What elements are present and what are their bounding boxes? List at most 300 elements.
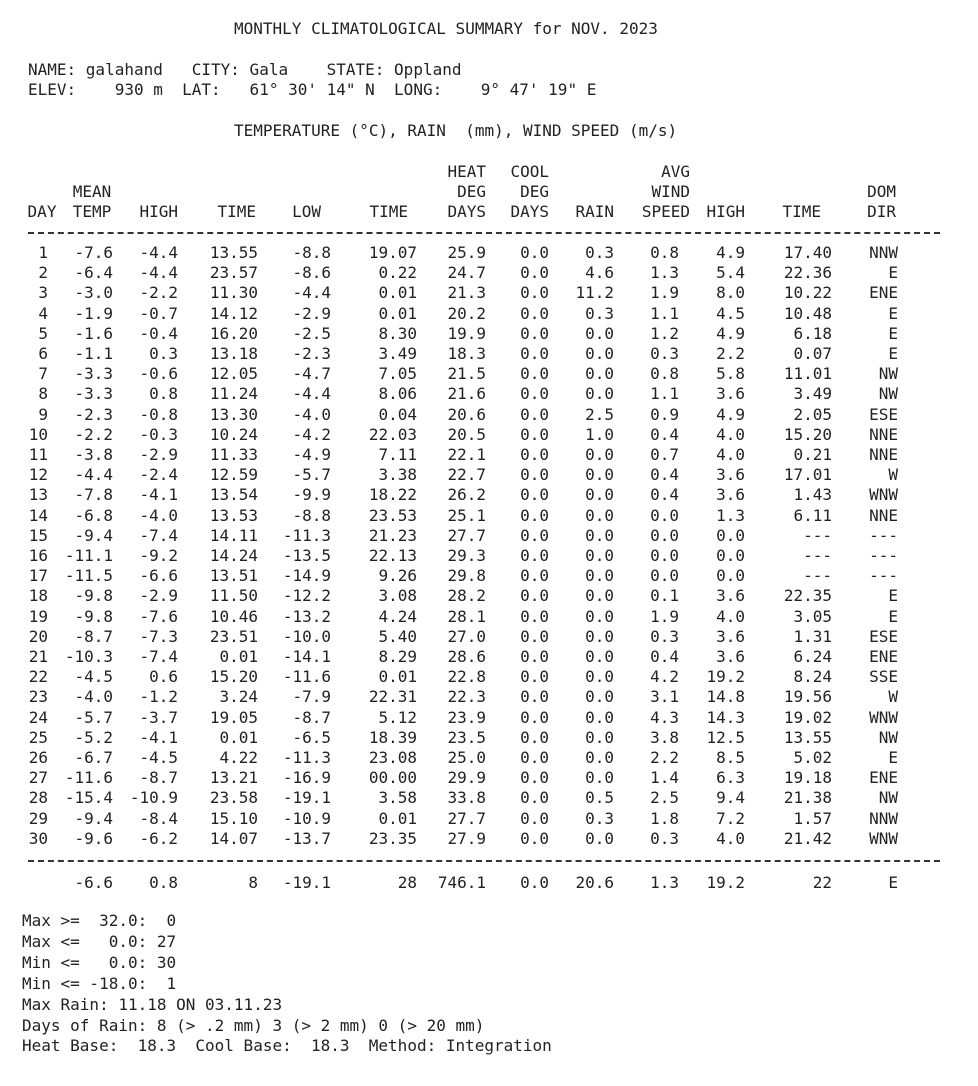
table-cell-wind-high: 4.0	[716, 425, 745, 444]
station-info-line1: NAME: galahand CITY: Gala STATE: Oppland	[28, 60, 462, 79]
table-cell-mean-temp: -7.6	[74, 243, 113, 262]
table-cell-low: -8.6	[292, 263, 331, 282]
table-cell-avg-wind: 4.3	[650, 708, 679, 727]
table-cell-high: -4.5	[139, 748, 178, 767]
table-cell-wind-high: 1.3	[716, 506, 745, 525]
table-cell-dom-dir: ENE	[869, 647, 898, 666]
table-cell-rain: 0.0	[585, 506, 614, 525]
table-cell-rain: 0.0	[585, 344, 614, 363]
table-cell-mean-temp: -9.4	[74, 809, 113, 828]
table-cell-heat-deg: 28.2	[447, 586, 486, 605]
table-cell-cool-deg: 0.0	[520, 304, 549, 323]
units-line: TEMPERATURE (°C), RAIN (mm), WIND SPEED (m/s)	[234, 121, 678, 140]
table-cell-cool-deg: 0.0	[520, 364, 549, 383]
table-cell-avg-wind: 1.9	[650, 607, 679, 626]
table-cell-high: -0.4	[139, 324, 178, 343]
footer-line: Max Rain: 11.18 ON 03.11.23	[22, 994, 283, 1014]
table-cell-dom-dir: E	[888, 586, 898, 605]
table-cell-dom-dir: NW	[878, 364, 898, 383]
table-cell-avg-wind: 1.9	[650, 283, 679, 302]
table-cell-rain: 0.0	[585, 445, 614, 464]
table-cell-rain: 0.0	[585, 607, 614, 626]
table-cell-high-time: 23.58	[209, 788, 258, 807]
table-cell-heat-deg: 27.9	[447, 829, 486, 848]
totals-cell-heat-deg: 746.1	[437, 873, 486, 892]
table-cell-wind-high: 0.0	[716, 566, 745, 585]
table-cell-wind-high: 7.2	[716, 809, 745, 828]
column-header: DIR	[867, 202, 896, 221]
table-cell-wind-high: 12.5	[706, 728, 745, 747]
table-cell-avg-wind: 0.4	[650, 465, 679, 484]
table-cell-avg-wind: 0.7	[650, 445, 679, 464]
table-cell-day: 15	[28, 526, 48, 545]
table-cell-cool-deg: 0.0	[520, 627, 549, 646]
table-cell-dom-dir: ---	[869, 566, 898, 585]
table-cell-day: 12	[28, 465, 48, 484]
table-cell-rain: 0.0	[585, 627, 614, 646]
table-cell-dom-dir: ENE	[869, 768, 898, 787]
table-cell-mean-temp: -4.5	[74, 667, 113, 686]
table-cell-avg-wind: 0.8	[650, 364, 679, 383]
table-cell-cool-deg: 0.0	[520, 465, 549, 484]
table-cell-low-time: 7.11	[378, 445, 417, 464]
table-cell-wind-high: 14.3	[706, 708, 745, 727]
table-cell-wind-high: 8.0	[716, 283, 745, 302]
table-cell-wind-time: 5.02	[793, 748, 832, 767]
table-cell-rain: 0.0	[585, 647, 614, 666]
table-cell-mean-temp: -10.3	[64, 647, 113, 666]
table-cell-rain: 0.0	[585, 384, 614, 403]
table-cell-wind-high: 4.9	[716, 405, 745, 424]
table-cell-heat-deg: 22.8	[447, 667, 486, 686]
table-cell-mean-temp: -5.2	[74, 728, 113, 747]
table-cell-mean-temp: -3.0	[74, 283, 113, 302]
table-cell-high-time: 14.11	[209, 526, 258, 545]
table-cell-low-time: 0.01	[378, 283, 417, 302]
table-cell-mean-temp: -6.7	[74, 748, 113, 767]
table-cell-avg-wind: 0.0	[650, 546, 679, 565]
table-cell-high-time: 15.20	[209, 667, 258, 686]
table-cell-avg-wind: 0.8	[650, 243, 679, 262]
table-cell-mean-temp: -9.6	[74, 829, 113, 848]
table-cell-day: 23	[28, 687, 48, 706]
table-cell-mean-temp: -9.8	[74, 607, 113, 626]
table-cell-cool-deg: 0.0	[520, 485, 549, 504]
column-header: DEG	[520, 182, 549, 201]
table-cell-high-time: 3.24	[219, 687, 258, 706]
table-cell-low-time: 3.08	[378, 586, 417, 605]
table-cell-avg-wind: 0.0	[650, 506, 679, 525]
table-cell-high: -7.3	[139, 627, 178, 646]
table-cell-high-time: 13.18	[209, 344, 258, 363]
table-cell-low: -16.9	[282, 768, 331, 787]
table-cell-cool-deg: 0.0	[520, 506, 549, 525]
table-cell-dom-dir: NNW	[869, 243, 898, 262]
table-cell-low: -2.3	[292, 344, 331, 363]
table-cell-high: -2.2	[139, 283, 178, 302]
table-cell-dom-dir: ---	[869, 526, 898, 545]
table-cell-high: 0.6	[149, 667, 178, 686]
table-cell-heat-deg: 29.9	[447, 768, 486, 787]
table-cell-dom-dir: NNW	[869, 809, 898, 828]
table-cell-mean-temp: -3.3	[74, 384, 113, 403]
table-cell-high-time: 10.46	[209, 607, 258, 626]
table-cell-dom-dir: E	[888, 324, 898, 343]
table-cell-day: 14	[28, 506, 48, 525]
table-cell-wind-time: ---	[803, 526, 832, 545]
column-header: TIME	[369, 202, 408, 221]
table-cell-avg-wind: 1.2	[650, 324, 679, 343]
table-cell-high-time: 13.21	[209, 768, 258, 787]
report-title: MONTHLY CLIMATOLOGICAL SUMMARY for NOV. 2023	[234, 19, 658, 38]
table-cell-heat-deg: 21.3	[447, 283, 486, 302]
table-cell-high: -7.6	[139, 607, 178, 626]
table-cell-cool-deg: 0.0	[520, 546, 549, 565]
table-cell-dom-dir: E	[888, 748, 898, 767]
table-cell-avg-wind: 0.0	[650, 566, 679, 585]
table-cell-wind-high: 5.4	[716, 263, 745, 282]
table-cell-mean-temp: -4.0	[74, 687, 113, 706]
table-cell-dom-dir: NW	[878, 384, 898, 403]
table-cell-rain: 0.5	[585, 788, 614, 807]
table-cell-rain: 0.0	[585, 485, 614, 504]
table-cell-heat-deg: 29.8	[447, 566, 486, 585]
table-cell-high: -2.9	[139, 586, 178, 605]
table-cell-high: 0.3	[149, 344, 178, 363]
table-cell-cool-deg: 0.0	[520, 425, 549, 444]
table-cell-low-time: 19.07	[368, 243, 417, 262]
table-cell-low: -8.7	[292, 708, 331, 727]
table-cell-avg-wind: 0.3	[650, 627, 679, 646]
table-cell-heat-deg: 20.2	[447, 304, 486, 323]
table-cell-low-time: 0.22	[378, 263, 417, 282]
table-cell-high: -0.6	[139, 364, 178, 383]
table-cell-high: -4.0	[139, 506, 178, 525]
table-cell-day: 26	[28, 748, 48, 767]
table-cell-cool-deg: 0.0	[520, 566, 549, 585]
table-cell-high-time: 13.53	[209, 506, 258, 525]
table-cell-heat-deg: 33.8	[447, 788, 486, 807]
table-cell-wind-high: 3.6	[716, 586, 745, 605]
table-cell-heat-deg: 20.6	[447, 405, 486, 424]
table-cell-mean-temp: -1.1	[74, 344, 113, 363]
table-cell-low: -4.4	[292, 384, 331, 403]
footer-line: Min <= -18.0: 1	[22, 973, 177, 993]
table-cell-avg-wind: 3.8	[650, 728, 679, 747]
table-cell-day: 19	[28, 607, 48, 626]
table-cell-low: -11.6	[282, 667, 331, 686]
table-cell-low: -12.2	[282, 586, 331, 605]
table-cell-low-time: 23.08	[368, 748, 417, 767]
table-cell-high-time: 13.54	[209, 485, 258, 504]
table-cell-heat-deg: 25.0	[447, 748, 486, 767]
table-cell-low-time: 22.03	[368, 425, 417, 444]
table-cell-high-time: 0.01	[219, 647, 258, 666]
table-cell-low: -5.7	[292, 465, 331, 484]
table-cell-dom-dir: ENE	[869, 283, 898, 302]
table-cell-high: 0.8	[149, 384, 178, 403]
table-cell-dom-dir: ESE	[869, 405, 898, 424]
table-cell-mean-temp: -15.4	[64, 788, 113, 807]
table-cell-rain: 0.0	[585, 768, 614, 787]
table-cell-low-time: 0.01	[378, 667, 417, 686]
table-cell-wind-high: 4.0	[716, 445, 745, 464]
table-cell-dom-dir: W	[888, 687, 898, 706]
table-cell-wind-time: 1.31	[793, 627, 832, 646]
table-cell-high-time: 19.05	[209, 708, 258, 727]
column-header: DAYS	[510, 202, 549, 221]
totals-cell-low-time: 28	[397, 873, 417, 892]
table-cell-low-time: 00.00	[368, 768, 417, 787]
table-cell-wind-high: 6.3	[716, 768, 745, 787]
table-cell-mean-temp: -9.8	[74, 586, 113, 605]
table-cell-wind-time: 22.35	[783, 586, 832, 605]
table-cell-avg-wind: 0.3	[650, 829, 679, 848]
column-header: HIGH	[706, 202, 745, 221]
table-cell-low: -14.1	[282, 647, 331, 666]
table-cell-dom-dir: NNE	[869, 445, 898, 464]
table-cell-low-time: 18.39	[368, 728, 417, 747]
table-cell-low-time: 9.26	[378, 566, 417, 585]
table-cell-low: -8.8	[292, 506, 331, 525]
table-cell-wind-time: ---	[803, 546, 832, 565]
table-cell-wind-time: 15.20	[783, 425, 832, 444]
table-cell-avg-wind: 0.4	[650, 647, 679, 666]
footer-line: Max <= 0.0: 27	[22, 931, 177, 951]
column-header: TEMP	[72, 202, 112, 221]
table-cell-wind-high: 4.9	[716, 324, 745, 343]
table-cell-cool-deg: 0.0	[520, 586, 549, 605]
table-cell-low-time: 4.24	[378, 607, 417, 626]
table-cell-low-time: 8.29	[378, 647, 417, 666]
table-cell-wind-time: 0.07	[793, 344, 832, 363]
table-cell-low-time: 0.04	[378, 405, 417, 424]
table-cell-high-time: 12.05	[209, 364, 258, 383]
table-cell-rain: 0.0	[585, 667, 614, 686]
table-cell-cool-deg: 0.0	[520, 283, 549, 302]
table-cell-high-time: 11.30	[209, 283, 258, 302]
table-cell-low-time: 8.30	[378, 324, 417, 343]
table-cell-high-time: 11.50	[209, 586, 258, 605]
table-cell-cool-deg: 0.0	[520, 405, 549, 424]
table-cell-heat-deg: 19.9	[447, 324, 486, 343]
table-cell-day: 11	[28, 445, 48, 464]
table-cell-high: -0.7	[139, 304, 178, 323]
table-cell-day: 25	[28, 728, 48, 747]
table-cell-low-time: 22.13	[368, 546, 417, 565]
table-cell-avg-wind: 1.1	[650, 384, 679, 403]
table-cell-avg-wind: 1.8	[650, 809, 679, 828]
table-cell-low-time: 23.53	[368, 506, 417, 525]
table-cell-rain: 0.3	[585, 809, 614, 828]
table-cell-cool-deg: 0.0	[520, 667, 549, 686]
table-cell-high-time: 11.24	[209, 384, 258, 403]
table-cell-cool-deg: 0.0	[520, 607, 549, 626]
table-cell-high: -4.4	[139, 243, 178, 262]
table-cell-cool-deg: 0.0	[520, 445, 549, 464]
table-cell-day: 13	[28, 485, 48, 504]
table-cell-cool-deg: 0.0	[520, 263, 549, 282]
totals-cell-low: -19.1	[282, 873, 331, 892]
table-cell-rain: 4.6	[585, 263, 614, 282]
table-cell-dom-dir: E	[888, 344, 898, 363]
table-cell-rain: 1.0	[585, 425, 614, 444]
table-cell-low: -4.2	[292, 425, 331, 444]
column-header: DAYS	[447, 202, 486, 221]
table-cell-avg-wind: 4.2	[650, 667, 679, 686]
table-cell-mean-temp: -4.4	[74, 465, 113, 484]
table-cell-rain: 2.5	[585, 405, 614, 424]
table-cell-dom-dir: NW	[878, 788, 898, 807]
table-cell-dom-dir: W	[888, 465, 898, 484]
table-cell-cool-deg: 0.0	[520, 829, 549, 848]
table-cell-avg-wind: 2.2	[650, 748, 679, 767]
table-cell-heat-deg: 29.3	[447, 546, 486, 565]
column-header: COOL	[510, 162, 549, 181]
table-cell-day: 1	[38, 243, 48, 262]
table-cell-low: -4.7	[292, 364, 331, 383]
table-cell-cool-deg: 0.0	[520, 768, 549, 787]
table-cell-dom-dir: E	[888, 304, 898, 323]
table-cell-low: -10.0	[282, 627, 331, 646]
table-cell-wind-time: 19.18	[783, 768, 832, 787]
table-cell-low: -8.8	[292, 243, 331, 262]
table-cell-cool-deg: 0.0	[520, 809, 549, 828]
table-cell-rain: 0.0	[585, 728, 614, 747]
table-cell-mean-temp: -11.1	[64, 546, 113, 565]
table-cell-rain: 0.0	[585, 526, 614, 545]
table-cell-low: -13.2	[282, 607, 331, 626]
table-cell-low-time: 0.01	[378, 304, 417, 323]
table-cell-avg-wind: 1.3	[650, 263, 679, 282]
table-cell-day: 22	[28, 667, 48, 686]
table-cell-wind-high: 3.6	[716, 465, 745, 484]
totals-cell-high-time: 8	[248, 873, 258, 892]
table-cell-mean-temp: -11.5	[64, 566, 113, 585]
table-cell-wind-high: 14.8	[706, 687, 745, 706]
table-cell-day: 24	[28, 708, 48, 727]
table-cell-day: 6	[38, 344, 48, 363]
table-cell-mean-temp: -3.3	[74, 364, 113, 383]
table-cell-high-time: 14.24	[209, 546, 258, 565]
table-cell-mean-temp: -6.4	[74, 263, 113, 282]
table-cell-high: -8.4	[139, 809, 178, 828]
table-cell-high-time: 0.01	[219, 728, 258, 747]
footer-line: Min <= 0.0: 30	[22, 952, 177, 972]
table-cell-high-time: 11.33	[209, 445, 258, 464]
table-cell-mean-temp: -9.4	[74, 526, 113, 545]
table-cell-wind-time: 3.49	[793, 384, 832, 403]
column-header: HEAT	[447, 162, 486, 181]
table-cell-high: -8.7	[139, 768, 178, 787]
table-cell-wind-time: 19.56	[783, 687, 832, 706]
table-cell-heat-deg: 26.2	[447, 485, 486, 504]
table-cell-low-time: 3.58	[378, 788, 417, 807]
totals-cell-avg-wind: 1.3	[650, 873, 679, 892]
table-cell-day: 9	[38, 405, 48, 424]
table-cell-low-time: 8.06	[378, 384, 417, 403]
table-cell-dom-dir: WNW	[869, 708, 898, 727]
column-header: DEG	[457, 182, 486, 201]
table-cell-day: 3	[38, 283, 48, 302]
table-cell-heat-deg: 21.6	[447, 384, 486, 403]
table-cell-wind-time: ---	[803, 566, 832, 585]
column-header: RAIN	[575, 202, 614, 221]
table-cell-heat-deg: 23.5	[447, 728, 486, 747]
table-cell-high-time: 10.24	[209, 425, 258, 444]
table-cell-mean-temp: -7.8	[74, 485, 113, 504]
table-cell-high: -6.6	[139, 566, 178, 585]
table-cell-low: -9.9	[292, 485, 331, 504]
table-cell-heat-deg: 27.0	[447, 627, 486, 646]
table-cell-low: -4.0	[292, 405, 331, 424]
table-cell-high: -7.4	[139, 526, 178, 545]
table-cell-cool-deg: 0.0	[520, 324, 549, 343]
table-cell-low: -2.9	[292, 304, 331, 323]
table-cell-low-time: 18.22	[368, 485, 417, 504]
table-cell-day: 2	[38, 263, 48, 282]
table-cell-low-time: 23.35	[368, 829, 417, 848]
table-cell-wind-high: 4.5	[716, 304, 745, 323]
table-cell-mean-temp: -3.8	[74, 445, 113, 464]
table-cell-wind-time: 13.55	[783, 728, 832, 747]
table-cell-rain: 0.0	[585, 687, 614, 706]
table-cell-wind-time: 22.36	[783, 263, 832, 282]
table-cell-wind-time: 2.05	[793, 405, 832, 424]
table-cell-high: -6.2	[139, 829, 178, 848]
footer-line: Max >= 32.0: 0	[22, 911, 177, 930]
table-cell-high: -4.1	[139, 728, 178, 747]
table-cell-wind-time: 3.05	[793, 607, 832, 626]
table-cell-low-time: 5.12	[378, 708, 417, 727]
table-cell-rain: 0.0	[585, 829, 614, 848]
column-header: MEAN	[72, 182, 112, 201]
table-cell-day: 7	[38, 364, 48, 383]
table-cell-low: -13.5	[282, 546, 331, 565]
table-cell-avg-wind: 0.0	[650, 526, 679, 545]
table-cell-heat-deg: 18.3	[447, 344, 486, 363]
table-cell-high: -0.8	[139, 405, 178, 424]
table-cell-wind-high: 3.6	[716, 384, 745, 403]
table-cell-high-time: 16.20	[209, 324, 258, 343]
column-header: TIME	[782, 202, 821, 221]
table-cell-cool-deg: 0.0	[520, 788, 549, 807]
table-cell-low-time: 3.38	[378, 465, 417, 484]
table-cell-high: -2.4	[139, 465, 178, 484]
table-cell-wind-time: 1.43	[793, 485, 832, 504]
table-cell-wind-time: 11.01	[783, 364, 832, 383]
table-cell-mean-temp: -8.7	[74, 627, 113, 646]
table-cell-wind-time: 8.24	[793, 667, 832, 686]
table-cell-high-time: 13.51	[209, 566, 258, 585]
table-cell-high: -3.7	[139, 708, 178, 727]
table-cell-rain: 0.0	[585, 586, 614, 605]
table-cell-wind-time: 10.22	[783, 283, 832, 302]
table-cell-low-time: 21.23	[368, 526, 417, 545]
table-cell-wind-time: 17.40	[783, 243, 832, 262]
table-cell-heat-deg: 20.5	[447, 425, 486, 444]
table-cell-wind-time: 6.18	[793, 324, 832, 343]
footer-line: Heat Base: 18.3 Cool Base: 18.3 Method: Integration	[22, 1036, 552, 1056]
table-cell-high: -9.2	[139, 546, 178, 565]
table-cell-day: 10	[28, 425, 48, 444]
table-cell-cool-deg: 0.0	[520, 748, 549, 767]
table-cell-rain: 0.3	[585, 304, 614, 323]
table-cell-low: -4.9	[292, 445, 331, 464]
table-cell-dom-dir: SSE	[869, 667, 898, 686]
table-cell-high-time: 14.07	[209, 829, 258, 848]
table-cell-dom-dir: ESE	[869, 627, 898, 646]
